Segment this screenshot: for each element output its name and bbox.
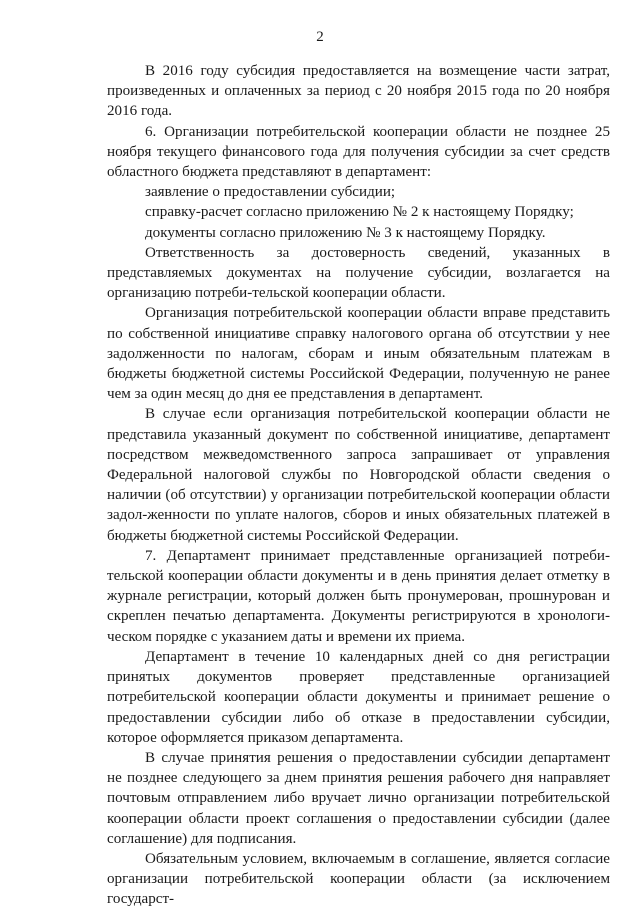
paragraph-tax-certificate: Организация потребительской кооперации области вправе представить по собственной инициативе справку налогового органа об отсутствии у нее задолженности по налогам, сборам и иным обязательным платежам в бюджеты бюджетной системы Российской Федерации, полученную не ранее чем за один месяц до дня ее представления в департамент.	[107, 305, 610, 403]
page-number: 2	[316, 29, 324, 45]
document-body	[107, 61, 610, 910]
list-item-documents: документы согласно приложению № 3 к настоящему Порядку.	[145, 224, 546, 241]
paragraph-interagency-request: В случае если организация потребительской кооперации области не представила указанный документ по собственной инициативе, департамент посредством межведомственного запроса запрашивает от управления Федеральной налоговой службы по Новгородской области сведения о наличии (об отсутствии) у организации потребительской кооперации области задол-женности по уплате налогов, сборов и иных обязательных платежей в бюджеты бюджетной системы Российской Федерации.	[107, 406, 610, 544]
paragraph-agreement-draft: В случае принятия решения о предоставлении субсидии департамент не позднее следующего за днем принятия решения рабочего дня направляет почтовым отправлением либо вручает лично организации потребительской кооперации области проект соглашения о предоставлении субсидии (далее соглашение) для подписания.	[107, 749, 610, 847]
paragraph-mandatory-condition: Обязательным условием, включаемым в соглашение, является согласие организации потребительской кооперации области (за исключением государст-	[107, 850, 610, 908]
paragraph-item-7: 7. Департамент принимает представленные организацией потреби-тельской кооперации области документы и в день принятия делает отметку в журнале регистрации, который должен быть пронумерован, прошнурован и скреплен печатью департамента. Документы регистрируются в хронологи-ческом порядке с указанием даты и времени их приема.	[107, 547, 610, 645]
list-item-application: заявление о предоставлении субсидии;	[145, 184, 396, 201]
paragraph-item-6: 6. Организации потребительской кооперации области не позднее 25 ноября текущего финансового года для получения субсидии за счет средств областного бюджета представляют в департамент:	[107, 123, 610, 181]
paragraph-review: Департамент в течение 10 календарных дней со дня регистрации принятых документов проверяет представленные организацией потребительской кооперации области документы и принимает решение о предоставлении субсидии либо об отказе в предоставлении субсидии, которое оформляется приказом департамента.	[107, 648, 610, 746]
paragraph-responsibility: Ответственность за достоверность сведений, указанных в представляемых документах на получение субсидии, возлагается на организацию потреби-тельской кооперации области.	[107, 244, 610, 302]
paragraph-subsidy-period: В 2016 году субсидия предоставляется на возмещение части затрат, произведенных и оплаченных за период с 20 ноября 2015 года по 20 ноября 2016 года.	[107, 63, 610, 120]
list-item-calculation-certificate: справку-расчет согласно приложению № 2 к настоящему Порядку;	[145, 204, 574, 221]
